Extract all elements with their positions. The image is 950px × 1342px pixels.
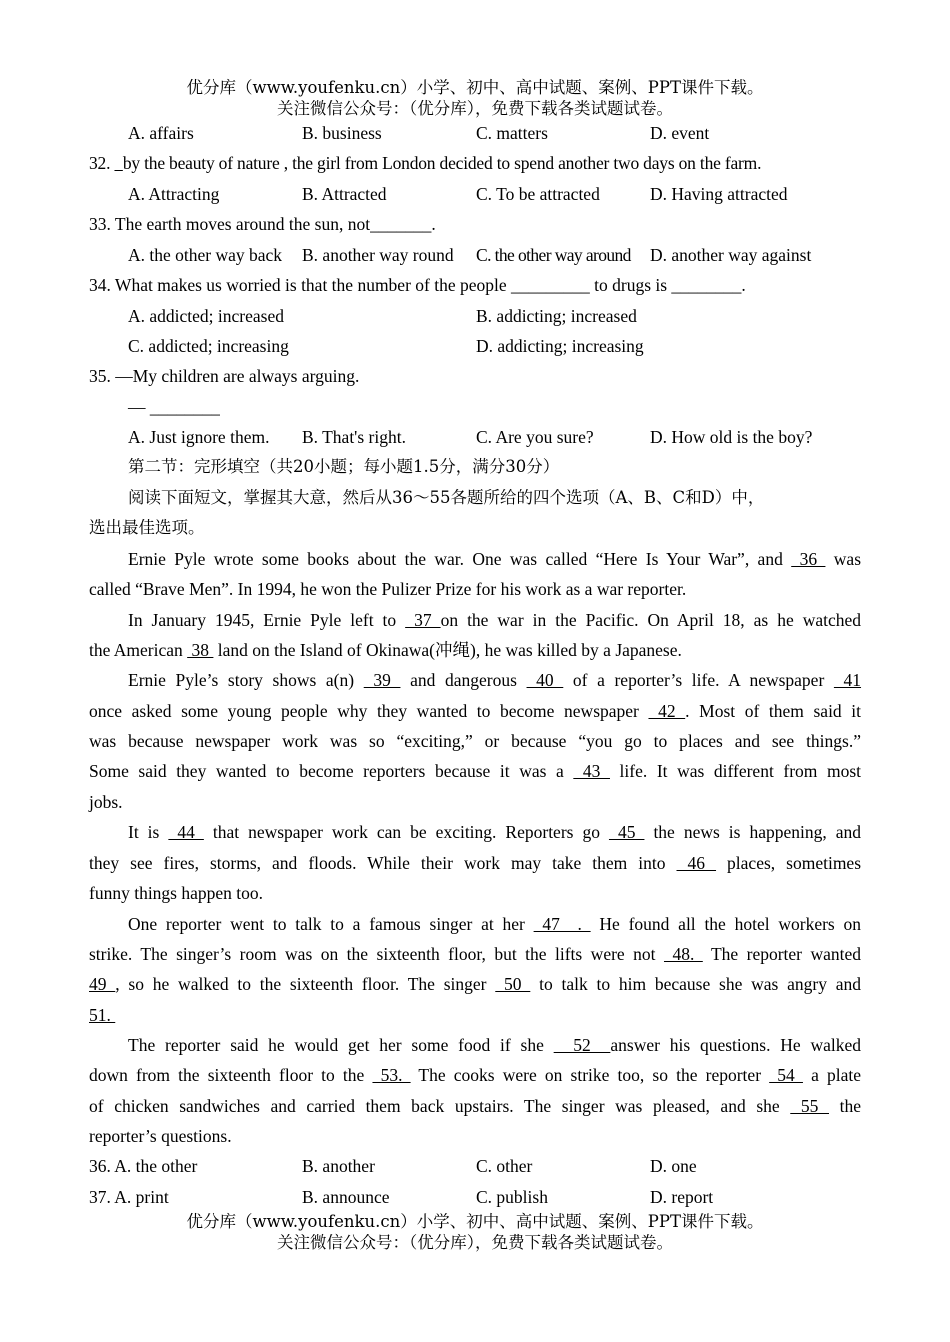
q33-option-a: A. the other way back [128, 245, 283, 265]
q31-option-a: A. affairs [128, 123, 194, 143]
q35-option-b: B. That's right. [302, 427, 406, 447]
passage-line [128, 548, 861, 570]
section2-instruction-2: 选出最佳选项。 [89, 518, 205, 537]
blank-46: 46 [676, 853, 717, 873]
q37-option-a: 37. A. print [89, 1187, 169, 1207]
q36-option-b: B. another [302, 1156, 375, 1176]
q31-option-d: D. event [650, 123, 710, 143]
section2-instruction-1: 阅读下面短文，掌握其大意，然后从36～55各题所给的四个选项（A、B、C和D）中， [128, 488, 765, 507]
blank-41: 41 [833, 670, 862, 690]
passage-text: the news is happening, and [644, 822, 861, 842]
passage-line [128, 821, 861, 843]
q37-option-b: B. announce [302, 1187, 390, 1207]
q36-option-d: D. one [650, 1156, 697, 1176]
passage-text: . Most of them said it [685, 701, 862, 721]
passage-text: was [825, 549, 862, 569]
q33-option-d: D. another way against [650, 245, 812, 265]
passage-text: the American [89, 640, 188, 660]
passage-line [89, 943, 861, 965]
passage-line [128, 669, 861, 691]
q32-option-d: D. Having attracted [650, 184, 788, 204]
passage-text: down from the sixteenth floor to the [89, 1065, 373, 1085]
passage-text: He found all the hotel workers on [590, 914, 862, 934]
passage-text: of a reporter’s life. A newspaper [563, 670, 834, 690]
blank-55: 55 [790, 1096, 829, 1116]
q32-option-c: C. To be attracted [476, 184, 600, 204]
passage-text: Ernie Pyle wrote some books about the war. One was called “Here Is Your War”, and [128, 549, 792, 569]
passage-text: The cooks were on strike too, so the reporter [410, 1065, 770, 1085]
q35-option-d: D. How old is the boy? [650, 427, 813, 447]
q32-number: 32. [89, 153, 111, 173]
q34-option-d: D. addicting; increasing [476, 336, 644, 356]
passage-text: they see fires, storms, and floods. While their work may take them into [89, 853, 677, 873]
passage-text: life. It was different from most [609, 761, 862, 781]
passage-text: that newspaper work can be exciting. Reporters go [203, 822, 609, 842]
q35-option-a: A. Just ignore them. [128, 427, 270, 447]
blank-54: 54 [769, 1065, 803, 1085]
footer-line-1: 优分库（www.youfenku.cn）小学、初中、高中试题、案例、PPT课件下载。 [186, 1212, 764, 1231]
blank-39: 39 [363, 670, 401, 690]
passage-text: once asked some young people why they wanted to become newspaper [89, 701, 649, 721]
q37-option-c: C. publish [476, 1187, 548, 1207]
q34-option-b: B. addicting; increased [476, 306, 637, 326]
passage-line [89, 700, 861, 722]
q33-option-b: B. another way round [302, 245, 454, 265]
q32-blank [114, 153, 122, 173]
blank-53: 53. [372, 1065, 411, 1085]
passage-text: Ernie Pyle’s story shows a(n) [128, 670, 364, 690]
passage-line: called “Brave Men”. In 1994, he won the Pulizer Prize for his work as a war reporter. [89, 579, 687, 599]
footer-line-2: 关注微信公众号：（优分库），免费下载各类试题试卷。 [277, 1233, 673, 1252]
blank-37: 37 [405, 610, 441, 630]
passage-text: The reporter wanted [702, 944, 861, 964]
blank-51: 51. [89, 1005, 116, 1025]
blank-52: 52 [553, 1035, 611, 1055]
passage-line [89, 1004, 115, 1026]
passage-text: places, sometimes [716, 853, 862, 873]
passage-text: the [829, 1096, 861, 1116]
passage-line [89, 852, 861, 874]
blank-42: 42 [648, 701, 686, 721]
passage-text: and dangerous [400, 670, 527, 690]
q35-option-c: C. Are you sure? [476, 427, 594, 447]
passage-text: to talk to him because she was angry and [530, 974, 861, 994]
blank-47: 47 . [533, 914, 591, 934]
q35-stem: 35. —My children are always arguing. [89, 366, 360, 386]
q36-option-a: 36. A. the other [89, 1156, 198, 1176]
blank-48: 48. [663, 944, 703, 964]
blank-40: 40 [526, 670, 564, 690]
blank-38: 38 [187, 640, 214, 660]
passage-text: on the war in the Pacific. On April 18, as he watched [440, 610, 862, 630]
passage-line [128, 1034, 861, 1056]
q31-option-b: B. business [302, 123, 382, 143]
passage-text: of chicken sandwiches and carried them back upstairs. The singer was pleased, and she [89, 1096, 791, 1116]
header-line-2: 关注微信公众号：（优分库），免费下载各类试题试卷。 [277, 99, 673, 118]
section2-title: 第二节：完形填空（共20小题；每小题1.5分，满分30分） [128, 457, 560, 476]
passage-line: was because newspaper work was so “exciting,” or because “you go to places and see things.” [89, 731, 861, 751]
q32-option-a: A. Attracting [128, 184, 220, 204]
blank-36: 36 [791, 549, 826, 569]
passage-text: answer his questions. He walked [610, 1035, 861, 1055]
passage-line [89, 1095, 861, 1117]
q32-option-b: B. Attracted [302, 184, 387, 204]
blank-44: 44 [168, 822, 204, 842]
passage-line: jobs. [89, 792, 123, 812]
q32-text: by the beauty of nature , the girl from London decided to spend another two days on the farm. [122, 153, 762, 173]
passage-text: Some said they wanted to become reporters because it was a [89, 761, 574, 781]
q31-option-c: C. matters [476, 123, 548, 143]
passage-line [128, 913, 861, 935]
q36-option-c: C. other [476, 1156, 533, 1176]
passage-text: One reporter went to talk to a famous singer at her [128, 914, 534, 934]
blank-43: 43 [573, 761, 610, 781]
q32-stem [89, 152, 761, 174]
passage-text: , so he walked to the sixteenth floor. The singer [115, 974, 496, 994]
q34-option-c: C. addicted; increasing [128, 336, 289, 356]
passage-text: land on the Island of Okinawa(冲绳), he was killed by a Japanese. [213, 640, 682, 660]
header-line-1: 优分库（www.youfenku.cn）小学、初中、高中试题、案例、PPT课件下载。 [186, 78, 764, 97]
q33-option-c: C. the other way around [476, 245, 631, 265]
passage-line: reporter’s questions. [89, 1126, 232, 1146]
passage-text: In January 1945, Ernie Pyle left to [128, 610, 406, 630]
passage-line [89, 1064, 861, 1086]
blank-50: 50 [495, 974, 531, 994]
q33-stem: 33. The earth moves around the sun, not_______. [89, 214, 436, 234]
passage-line [128, 609, 861, 631]
passage-line: funny things happen too. [89, 883, 264, 903]
q34-option-a: A. addicted; increased [128, 306, 284, 326]
passage-text: a plate [802, 1065, 862, 1085]
passage-text: The reporter said he would get her some food if she [128, 1035, 554, 1055]
blank-49: 49 [89, 974, 116, 994]
q34-stem: 34. What makes us worried is that the number of the people _________ to drugs is ________. [89, 275, 746, 295]
blank-45: 45 [608, 822, 645, 842]
passage-line [89, 639, 682, 661]
passage-line [89, 760, 861, 782]
passage-text: It is [128, 822, 169, 842]
q37-option-d: D. report [650, 1187, 714, 1207]
passage-text: strike. The singer’s room was on the sixteenth floor, but the lifts were not [89, 944, 664, 964]
passage-line [89, 973, 861, 995]
q35-reply: — ________ [128, 397, 220, 417]
